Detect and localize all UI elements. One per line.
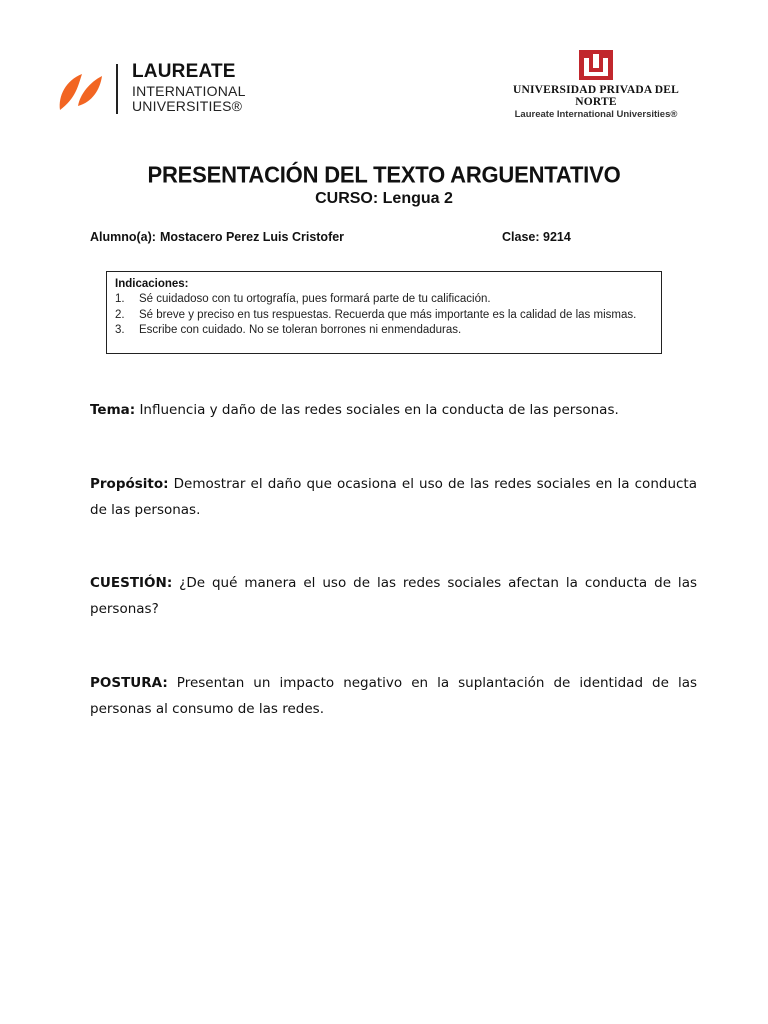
class-line xyxy=(502,230,571,244)
postura-label: POSTURA: xyxy=(90,675,168,691)
student-name: Mostacero Perez Luis Cristofer xyxy=(159,230,345,244)
class-label: Clase: xyxy=(502,230,540,244)
tema-paragraph xyxy=(90,397,697,423)
postura-paragraph xyxy=(90,670,697,722)
tema-label: Tema: xyxy=(90,402,136,418)
cuestion-text: ¿De qué manera el uso de las redes sociales afectan la conducta de las personas? xyxy=(90,575,697,617)
item-number: 1. xyxy=(115,293,125,305)
cuestion-label: CUESTIÓN: xyxy=(90,575,173,591)
item-text: Sé breve y preciso en tus respuestas. Recuerda que más importante es la calidad de las mismas. xyxy=(139,308,637,321)
laureate-wordmark xyxy=(132,62,246,113)
item-number: 2. xyxy=(115,308,125,321)
student-label: Alumno(a): xyxy=(90,230,156,244)
list-item xyxy=(115,292,653,308)
cuestion-paragraph xyxy=(90,570,697,622)
logo-divider xyxy=(116,64,118,114)
proposito-label: Propósito: xyxy=(90,476,169,492)
proposito-paragraph xyxy=(90,471,697,523)
class-value: 9214 xyxy=(543,230,571,244)
laureate-line3: UNIVERSITIES® xyxy=(132,98,243,114)
upn-name: UNIVERSIDAD PRIVADA DEL NORTE xyxy=(512,84,680,108)
list-item xyxy=(115,308,653,324)
course-label: CURSO: Lengua 2 xyxy=(315,190,453,207)
item-number: 3. xyxy=(115,324,125,336)
laureate-logo xyxy=(56,62,246,118)
laureate-name: LAUREATE xyxy=(132,61,236,82)
postura-text: Presentan un impacto negativo en la suplantación de identidad de las personas al consumo de las redes. xyxy=(90,675,697,717)
proposito-text: Demostrar el daño que ocasiona el uso de las redes sociales en la conducta de las personas. xyxy=(90,476,697,518)
instructions-box xyxy=(106,271,662,354)
laureate-leaf-icon xyxy=(56,66,104,114)
student-line xyxy=(90,230,344,244)
upn-subtitle: Laureate International Universities® xyxy=(514,109,678,120)
upn-logo xyxy=(496,50,696,120)
tema-text: Influencia y daño de las redes sociales en la conducta de las personas. xyxy=(139,402,619,418)
item-text: Escribe con cuidado. No se toleran borrones ni enmendaduras. xyxy=(139,324,462,336)
instructions-list xyxy=(115,292,653,339)
instructions-heading: Indicaciones: xyxy=(115,278,189,290)
item-text: Sé cuidadoso con tu ortografía, pues formará parte de tu calificación. xyxy=(139,293,491,305)
list-item xyxy=(115,323,653,339)
laureate-line2: INTERNATIONAL xyxy=(132,83,246,99)
upn-emblem-icon xyxy=(579,50,613,80)
document-title: PRESENTACIÓN DEL TEXTO ARGUENTATIVO xyxy=(147,161,621,188)
